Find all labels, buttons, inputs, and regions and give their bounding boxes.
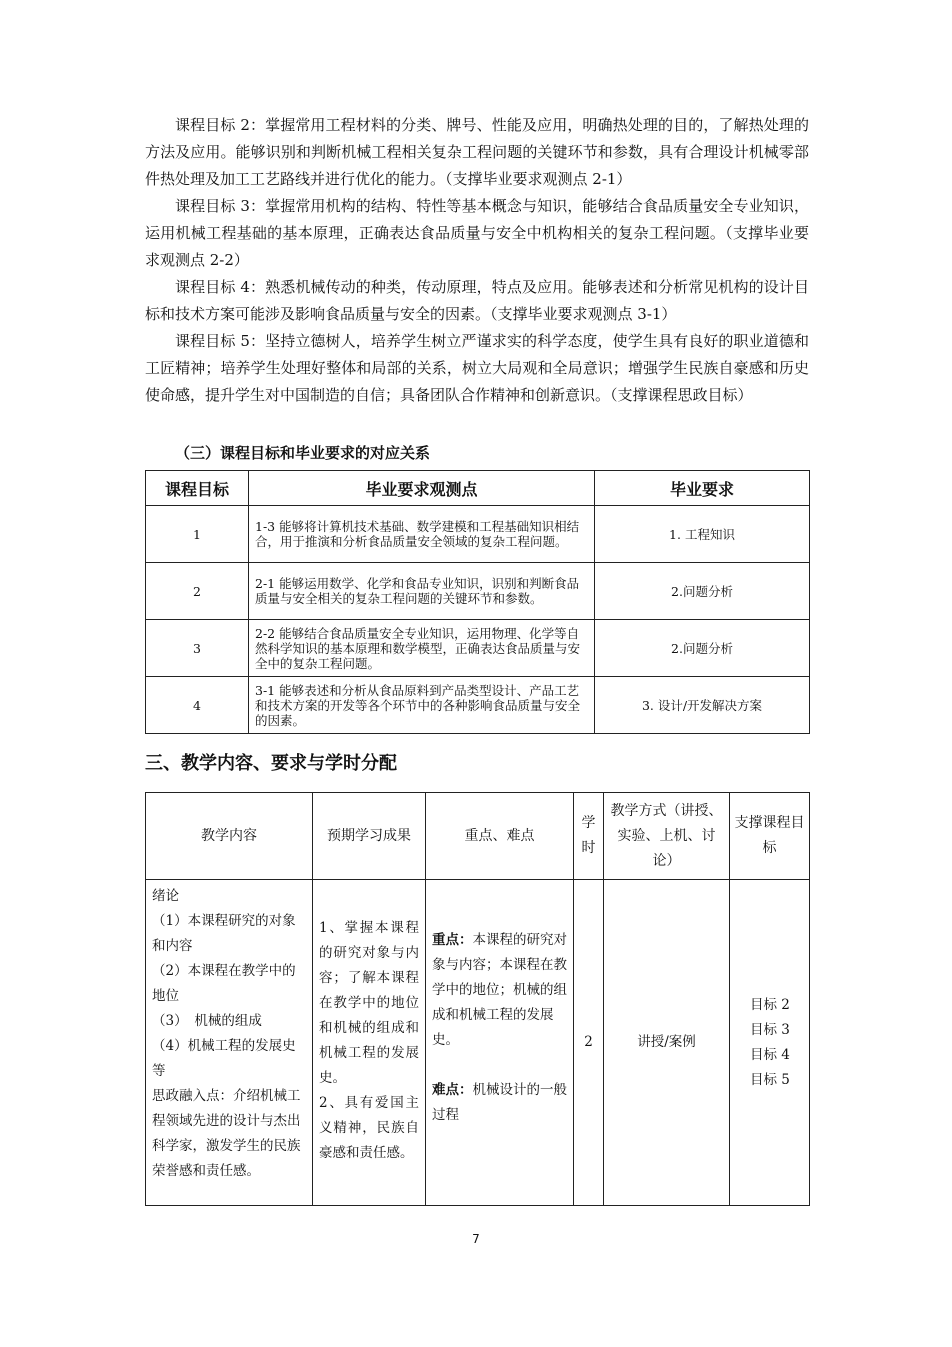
content-cell bbox=[146, 880, 313, 1206]
hours-cell: 2 bbox=[574, 880, 604, 1206]
content-header-row bbox=[146, 793, 810, 880]
goal-cell: 3 bbox=[146, 620, 249, 677]
requirement-cell: 1. 工程知识 bbox=[595, 506, 810, 563]
header-hours-line1: 学 bbox=[581, 815, 596, 831]
support-goal: 目标 2 bbox=[750, 996, 790, 1013]
requirement-cell: 2.问题分析 bbox=[595, 620, 810, 677]
outcome-line: 1、掌握本课程的研究对象与内容；了解本课程在教学中的地位和机械的组成和机械工程的发展史。 bbox=[319, 920, 419, 1086]
key-points-cell bbox=[426, 880, 574, 1206]
content-line: （1）本课程研究的对象和内容 bbox=[152, 913, 296, 954]
objective-5: 课程目标 5：坚持立德树人，培养学生树立严谨求实的科学态度，使学生具有良好的职业道德和工匠精神；培养学生处理好整体和局部的关系，树立大局观和全局意识；增强学生民族自豪感和历史使命感，提升学生对中国制造的自信；具备团队合作精神和创新意识。（支撑课程思政目标） bbox=[145, 332, 809, 404]
header-support: 支撑课程目标 bbox=[730, 793, 810, 880]
point-cell: 2-2 能够结合食品质量安全专业知识，运用物理、化学等自然科学知识的基本原理和数学模型，正确表达食品质量与安全中的复杂工程问题。 bbox=[249, 620, 595, 677]
support-goal: 目标 5 bbox=[750, 1071, 790, 1088]
header-key-points: 重点、难点 bbox=[426, 793, 574, 880]
header-outcome: 预期学习成果 bbox=[313, 793, 426, 880]
section-heading: 三、教学内容、要求与学时分配 bbox=[145, 753, 397, 774]
outcome-cell bbox=[313, 880, 426, 1206]
table-row bbox=[146, 880, 810, 1206]
goal-cell: 2 bbox=[146, 563, 249, 620]
mapping-table bbox=[145, 470, 810, 734]
objectives-block bbox=[145, 112, 809, 409]
table-row bbox=[146, 620, 810, 677]
difficulty-label: 难点： bbox=[432, 1082, 473, 1098]
requirement-cell: 3. 设计/开发解决方案 bbox=[595, 677, 810, 734]
content-line: 思政融入点：介绍机械工程领域先进的设计与杰出科学家，激发学生的民族荣誉感和责任感。 bbox=[152, 1088, 301, 1179]
objective-4: 课程目标 4：熟悉机械传动的种类，传动原理，特点及应用。能够表述和分析常见机构的设计目标和技术方案可能涉及影响食品质量与安全的因素。（支撑毕业要求观测点 3-1） bbox=[145, 278, 809, 323]
point-cell: 3-1 能够表述和分析从食品原料到产品类型设计、产品工艺和技术方案的开发等各个环节中的各种影响食品质量与安全的因素。 bbox=[249, 677, 595, 734]
document-page bbox=[145, 112, 809, 1206]
support-goal: 目标 3 bbox=[750, 1021, 790, 1038]
page-number: 7 bbox=[472, 1232, 480, 1246]
header-hours bbox=[574, 793, 604, 880]
support-goal: 目标 4 bbox=[750, 1046, 790, 1063]
objective-3: 课程目标 3：掌握常用机构的结构、特性等基本概念与知识，能够结合食品质量安全专业知识，运用机械工程基础的基本原理，正确表达食品质量与安全中机构相关的复杂工程问题。（支撑毕业要求观测点 2-2） bbox=[145, 197, 809, 269]
table-row bbox=[146, 506, 810, 563]
point-cell: 1-3 能够将计算机技术基础、数学建模和工程基础知识相结合，用于推演和分析食品质量安全领域的复杂工程问题。 bbox=[249, 506, 595, 563]
outcome-line: 2、具有爱国主义精神，民族自豪感和责任感。 bbox=[319, 1095, 419, 1161]
requirement-cell: 2.问题分析 bbox=[595, 563, 810, 620]
key-label: 重点： bbox=[432, 932, 473, 948]
difficulty-text: 机械设计的一般过程 bbox=[432, 1082, 567, 1123]
point-cell: 2-1 能够运用数学、化学和食品专业知识，识别和判断食品质量与安全相关的复杂工程问题的关键环节和参数。 bbox=[249, 563, 595, 620]
goal-cell: 1 bbox=[146, 506, 249, 563]
mapping-heading: （三）课程目标和毕业要求的对应关系 bbox=[175, 444, 431, 462]
header-requirement: 毕业要求 bbox=[595, 471, 810, 506]
support-cell bbox=[730, 880, 810, 1206]
header-hours-line2: 时 bbox=[581, 840, 596, 856]
header-method: 教学方式（讲授、实验、上机、讨论） bbox=[604, 793, 730, 880]
objective-2: 课程目标 2：掌握常用工程材料的分类、牌号、性能及应用，明确热处理的目的，了解热处理的方法及应用。能够识别和判断机械工程相关复杂工程问题的关键环节和参数，具有合理设计机械零部件热处理及加工工艺路线并进行优化的能力。（支撑毕业要求观测点 2-1） bbox=[145, 116, 809, 188]
goal-cell: 4 bbox=[146, 677, 249, 734]
table-row bbox=[146, 563, 810, 620]
header-point: 毕业要求观测点 bbox=[249, 471, 595, 506]
difficulty-paragraph bbox=[432, 1078, 567, 1128]
table-row bbox=[146, 677, 810, 734]
content-line: 绪论 bbox=[152, 888, 179, 904]
key-text: 本课程的研究对象与内容；本课程在教学中的地位；机械的组成和机械工程的发展史。 bbox=[432, 932, 567, 1048]
header-content: 教学内容 bbox=[146, 793, 313, 880]
method-cell: 讲授/案例 bbox=[604, 880, 730, 1206]
content-line: （3） 机械的组成 bbox=[152, 1013, 262, 1029]
key-point-paragraph bbox=[432, 928, 567, 1053]
content-line: （4）机械工程的发展史等 bbox=[152, 1038, 296, 1079]
header-goal: 课程目标 bbox=[146, 471, 249, 506]
mapping-header-row bbox=[146, 471, 810, 506]
content-table bbox=[145, 792, 810, 1206]
content-line: （2）本课程在教学中的地位 bbox=[152, 963, 296, 1004]
